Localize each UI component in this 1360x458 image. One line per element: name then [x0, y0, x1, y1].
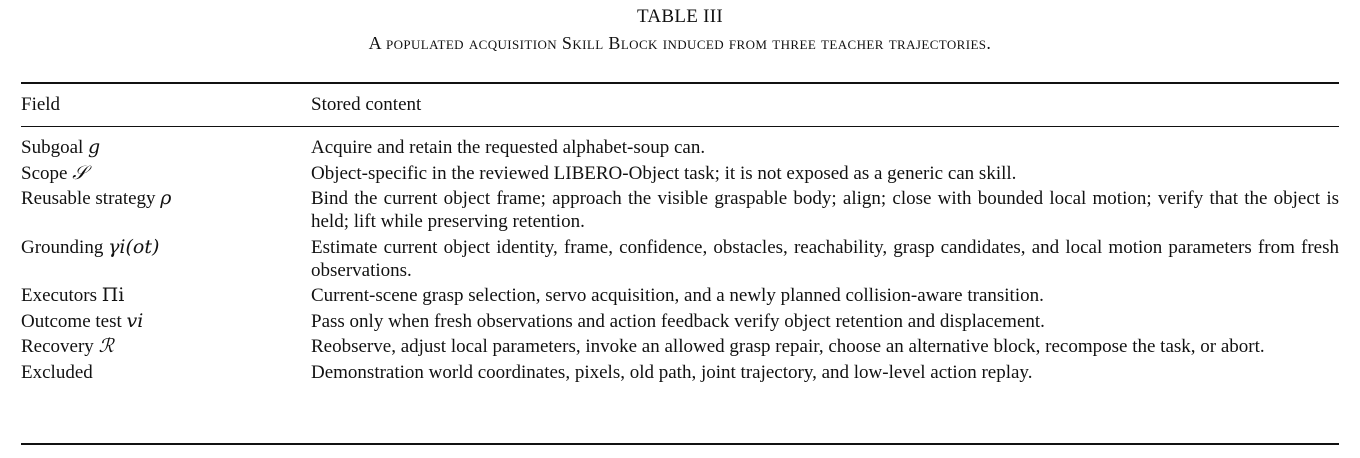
field-symbol: 𝒮: [72, 161, 87, 184]
table-label: TABLE III: [636, 6, 724, 27]
content-cell: Current-scene grasp selection, servo acquisition, and a newly planned collision-aware transition.: [311, 285, 1044, 306]
field-cell: [21, 310, 311, 333]
table-row: [21, 136, 1339, 159]
field-cell: [21, 187, 311, 233]
field-label: Reusable strategy: [21, 188, 156, 209]
table-row: [21, 236, 1339, 282]
bottom-rule: [21, 443, 1339, 445]
field-cell: [21, 162, 311, 185]
content-cell: Reobserve, adjust local parameters, invoke an allowed grasp repair, choose an alternative block, recompose the task, or abort.: [311, 336, 1265, 357]
header-field: Field: [21, 94, 61, 115]
field-symbol: Πi: [101, 284, 125, 306]
table-row: [21, 162, 1339, 185]
field-cell: [21, 284, 311, 307]
field-symbol: γi(ot): [108, 235, 160, 258]
content-cell: Bind the current object frame; approach the visible graspable body; align; close with bounded local motion; verify that the object is held; lift while preserving retention.: [311, 188, 1339, 232]
table-row: [21, 335, 1339, 358]
table-row: [21, 310, 1339, 333]
field-cell: [21, 361, 311, 384]
content-cell: Demonstration world coordinates, pixels, old path, joint trajectory, and low-level action replay.: [311, 361, 1033, 383]
top-rule: [21, 82, 1339, 84]
header-rule: [21, 126, 1339, 127]
table-title: A populated acquisition Skill Block induced from three teacher trajectories.: [368, 33, 992, 53]
field-cell: [21, 136, 311, 159]
table-row: [21, 361, 1339, 384]
field-label: Scope: [21, 162, 68, 184]
field-symbol: ℛ: [98, 335, 114, 357]
content-cell: Estimate current object identity, frame, confidence, obstacles, reachability, grasp candidates, and local motion parameters from fresh observations.: [311, 236, 1339, 281]
field-label: Excluded: [21, 361, 93, 383]
content-cell: Object-specific in the reviewed LIBERO-Object task; it is not exposed as a generic can skill.: [311, 162, 1017, 184]
field-label: Executors: [21, 285, 97, 306]
table-body: [21, 136, 1339, 386]
header-content: Stored content: [311, 94, 422, 115]
field-label: Grounding: [21, 236, 104, 258]
field-symbol: g: [88, 136, 101, 158]
field-cell: [21, 236, 311, 282]
field-cell: [21, 335, 311, 358]
field-label: Recovery: [21, 336, 94, 357]
content-cell: Acquire and retain the requested alphabet-soup can.: [311, 137, 706, 158]
field-symbol: vi: [126, 309, 144, 332]
table-row: [21, 187, 1339, 233]
table-row: [21, 284, 1339, 307]
field-symbol: ρ: [160, 187, 172, 209]
content-cell: Pass only when fresh observations and action feedback verify object retention and displacement.: [311, 310, 1045, 332]
field-label: Outcome test: [21, 310, 122, 332]
field-label: Subgoal: [21, 137, 84, 158]
